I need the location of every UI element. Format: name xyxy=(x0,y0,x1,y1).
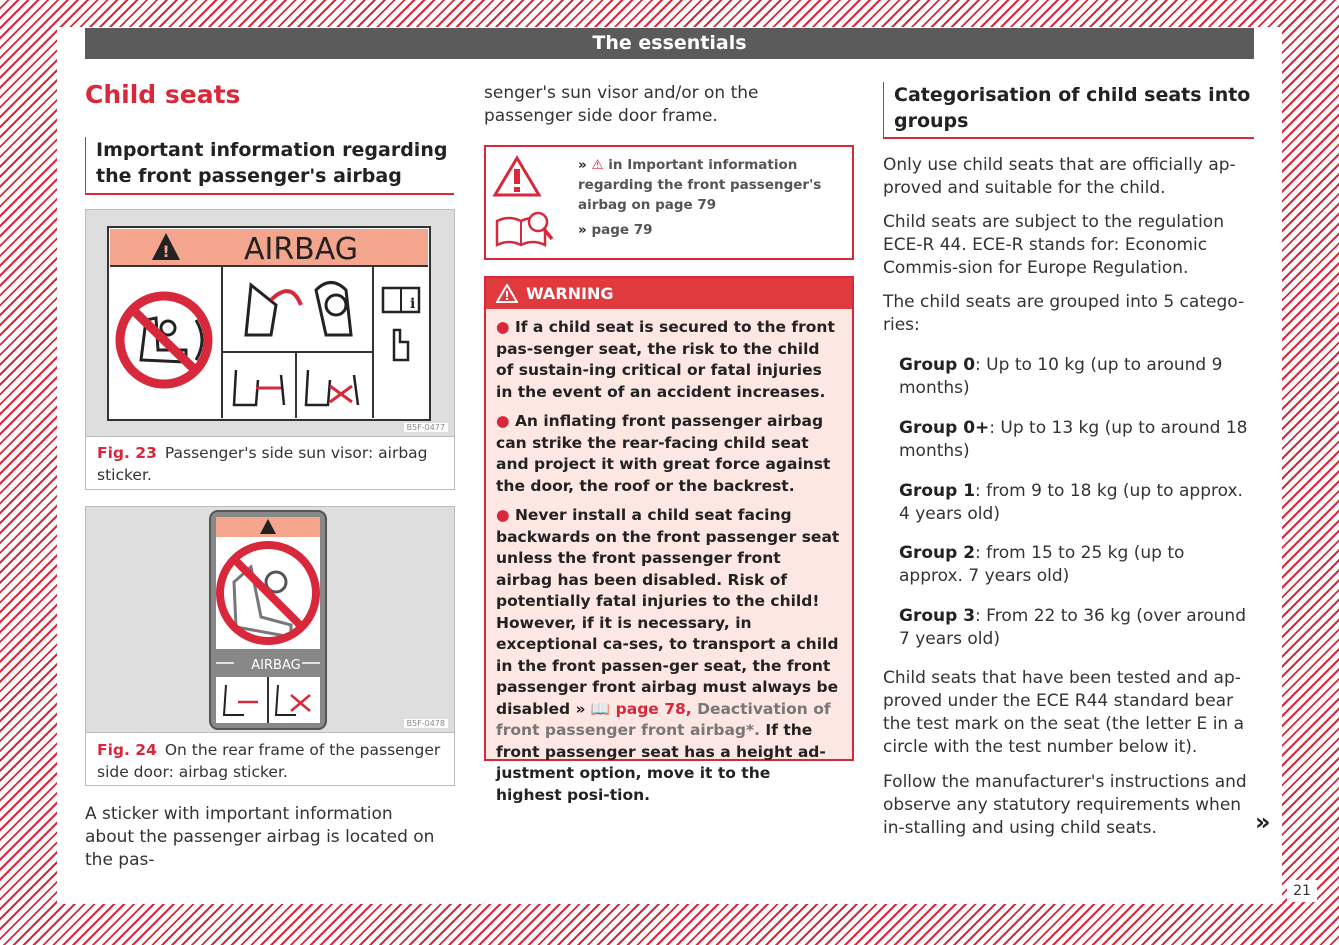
group-item xyxy=(899,480,1249,526)
warning-box xyxy=(484,276,854,804)
figure-24-caption-text: On the rear frame of the passenger side door: airbag sticker. xyxy=(97,741,441,781)
svg-text:!: ! xyxy=(162,242,170,261)
book-magnifier-icon xyxy=(494,209,556,249)
figure-23-caption xyxy=(97,442,445,486)
group-desc: : From 22 to 36 kg (over around 7 years old) xyxy=(899,606,1247,649)
group-desc: : Up to 13 kg (up to around 18 months) xyxy=(899,418,1248,461)
middle-continuation-text: senger's sun visor and/or on the passenger side door frame. xyxy=(484,83,759,126)
figure-24-code: B5F-0478 xyxy=(404,719,448,728)
right-paragraph-4: Child seats that have been tested and ap-proved under the ECE R44 standard bear the test mark on the seat (the letter E in a circle with the test number below it). xyxy=(883,668,1245,757)
categorisation-heading: Categorisation of child seats into groups xyxy=(883,82,1254,139)
right-paragraph-3: The child seats are grouped into 5 catego-ries: xyxy=(883,292,1245,335)
group-name: Group 0 xyxy=(899,355,976,375)
warning-title: WARNING xyxy=(526,284,614,303)
sticker-airbag-title: AIRBAG xyxy=(243,232,359,267)
visor-sticker-illustration xyxy=(86,210,454,436)
warning-point-3-height-text: If the front passenger seat has a height ad-justment option, move it to the highest posi-tion. xyxy=(496,721,826,804)
warning-point-3: ● Never install a child seat facing backwards on the front passenger seat unless the front passenger front airbag has been disabled. Risk of potentially fatal injuries to the child! However, if it is necessary, in exceptional ca-ses, to transport a child in the front passen-ger seat, the front passenger front airbag must always be disabled » 📖 page 78, Deactivation of front passenger front airbag*. If the front passenger seat has a height ad-justment option, move it to the highest posi-tion. xyxy=(496,506,840,804)
warning-point-2: ● An inflating front passenger airbag can strike the rear-facing child seat and project it with great force against the door, the roof or the backrest. xyxy=(496,412,831,495)
left-body-text: A sticker with important information about the passenger airbag is located on the pas- xyxy=(85,804,435,870)
warning-point-2-text: An inflating front passenger airbag can strike the rear-facing child seat and project it with great force against the door, the roof or the backrest. xyxy=(496,412,831,495)
group-item xyxy=(899,605,1249,651)
door-sticker-illustration xyxy=(86,507,454,732)
deactivation-page-link[interactable]: page 78, xyxy=(615,699,692,718)
figure-23-label: Fig. 23 xyxy=(97,444,157,462)
figure-24 xyxy=(85,506,455,786)
group-name: Group 2 xyxy=(899,543,976,563)
reference-link-page[interactable]: » page 79 xyxy=(578,222,653,238)
reference-page-text: page 79 xyxy=(591,222,653,238)
warning-header xyxy=(486,278,852,309)
reference-warning-text: in Important information regarding the front passenger's airbag on page 79 xyxy=(578,157,822,213)
group-name: Group 0+ xyxy=(899,418,990,438)
deactivation-section-link[interactable]: Deactivation of front passenger front airbag*. xyxy=(496,699,831,739)
section-header: The essentials xyxy=(85,28,1254,59)
small-warning-icon: ⚠ xyxy=(591,157,604,173)
warning-point-1-text: If a child seat is secured to the front pas-senger seat, the risk to the child of sustain-ing critical or fatal injuries in the event of an accident increases. xyxy=(496,318,835,401)
reference-link-warning[interactable]: » ⚠ in Important information regarding the front passenger's airbag on page 79 xyxy=(578,157,822,213)
subheading-airbag: Important information regarding the front passenger's airbag xyxy=(85,137,454,195)
group-name: Group 1 xyxy=(899,481,976,501)
figure-24-image xyxy=(86,507,454,733)
right-paragraph-1: Only use child seats that are officially ap-proved and suitable for the child. xyxy=(883,155,1236,198)
group-item xyxy=(899,417,1249,463)
warning-point-3-text: Never install a child seat facing backwards on the front passenger seat unless the front passenger front airbag has been disabled. Risk of potentially fatal injuries to the child! However, if it is necessary, in exceptional ca-ses, to transport a child in the front passen-ger seat, the front passenger front airbag must always be disabled xyxy=(496,506,840,718)
figure-23-caption-text: Passenger's side sun visor: airbag sticker. xyxy=(97,444,428,484)
right-paragraph-5: Follow the manufacturer's instructions and observe any statutory requirements when in-stalling and using child seats. xyxy=(883,772,1247,838)
page-number: 21 xyxy=(1287,880,1317,902)
warning-triangle-icon xyxy=(492,155,542,199)
group-desc: : Up to 10 kg (up to around 9 months) xyxy=(899,355,1223,398)
group-item xyxy=(899,354,1249,400)
reference-box xyxy=(484,145,854,260)
figure-23 xyxy=(85,209,455,490)
no-rear-facing-seat-icon xyxy=(120,296,208,384)
group-desc: : from 15 to 25 kg (up to approx. 7 years old) xyxy=(899,543,1185,586)
continue-arrow-icon: » xyxy=(1255,808,1271,836)
group-desc: : from 9 to 18 kg (up to approx. 4 years old) xyxy=(899,481,1243,524)
figure-23-code: B5F-0477 xyxy=(404,423,448,432)
warning-point-1: ● If a child seat is secured to the front pas-senger seat, the risk to the child of sustain-ing critical or fatal injuries in the event of an accident increases. xyxy=(496,318,835,401)
figure-23-image xyxy=(86,210,454,437)
book-magnifier-small-icon: 📖 xyxy=(590,699,611,718)
door-sticker-airbag-label: AIRBAG xyxy=(251,658,301,673)
group-item xyxy=(899,542,1249,588)
svg-text:i: i xyxy=(410,296,416,312)
warning-header-icon xyxy=(496,284,518,303)
right-paragraph-2: Child seats are subject to the regulation ECE-R 44. ECE-R stands for: Economic Commis-sion for Europe Regulation. xyxy=(883,212,1224,278)
group-name: Group 3 xyxy=(899,606,976,626)
page-title: Child seats xyxy=(85,80,241,109)
figure-24-caption xyxy=(97,739,445,783)
figure-24-label: Fig. 24 xyxy=(97,741,157,759)
